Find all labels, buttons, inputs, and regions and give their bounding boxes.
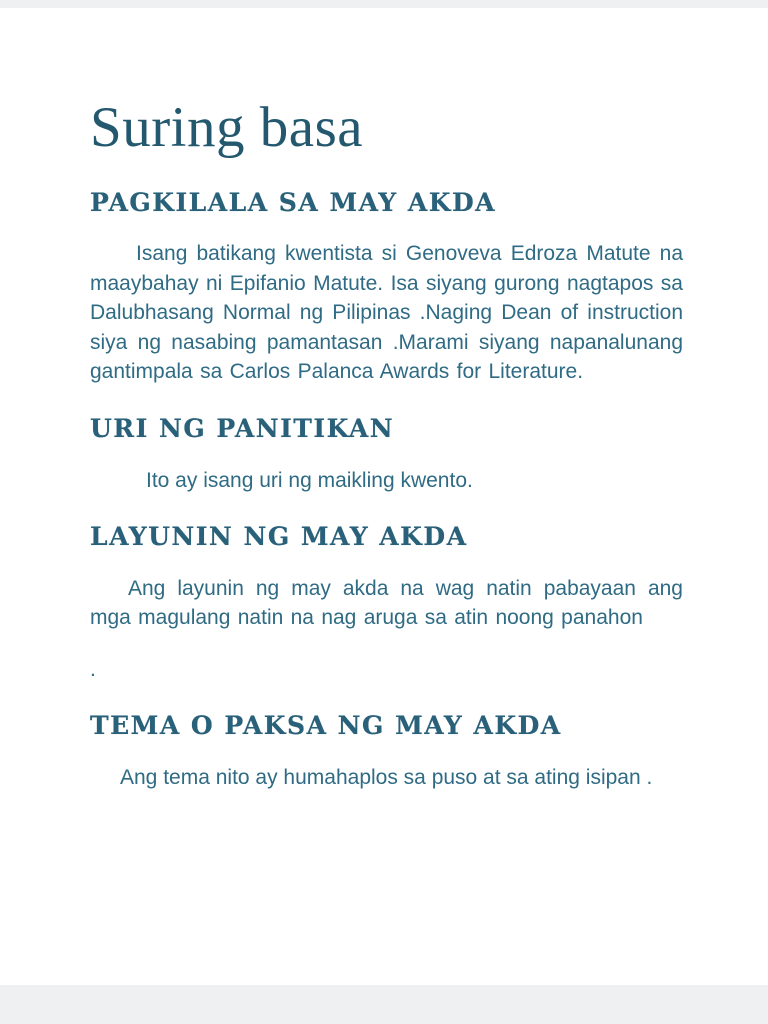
viewer-band-bottom [0, 985, 768, 1024]
section-body-layunin-trailing-period: . [90, 657, 96, 681]
page-content [0, 97, 768, 793]
section-body-uri-ng-panitikan: Ito ay isang uri ng maikling kwento. [146, 468, 473, 492]
section-heading-tema-o-paksa-ng-may-akda: TEMA O PAKSA NG MAY AKDA [90, 711, 562, 741]
section-heading-layunin-ng-may-akda: LAYUNIN NG MAY AKDA [90, 522, 468, 552]
section-body-pagkilala-sa-may-akda: Isang batikang kwentista si Genoveva Edroza Matute na maaybahay ni Epifanio Matute. Isa siyang gurong nagtapos sa Dalubhasang Normal ng Pilipinas .Naging Dean of instruction siya ng nasabing pamantasan .Marami siyang napanalunang gantimpala sa Carlos Palanca Awards for Literature. [90, 242, 683, 384]
document-page [0, 8, 768, 793]
section-body-tema-o-paksa-ng-may-akda: Ang tema nito ay humahaplos sa puso at sa ating isipan . [120, 766, 653, 790]
section-body-layunin-ng-may-akda: Ang layunin ng may akda na wag natin pabayaan ang mga magulang natin na nag aruga sa atin noong panahon [90, 576, 683, 630]
page-title: Suring basa [90, 96, 364, 159]
section-heading-uri-ng-panitikan: URI NG PANITIKAN [90, 413, 395, 443]
viewer-band-top [0, 0, 768, 8]
section-heading-pagkilala-sa-may-akda: PAGKILALA SA MAY AKDA [90, 187, 497, 217]
